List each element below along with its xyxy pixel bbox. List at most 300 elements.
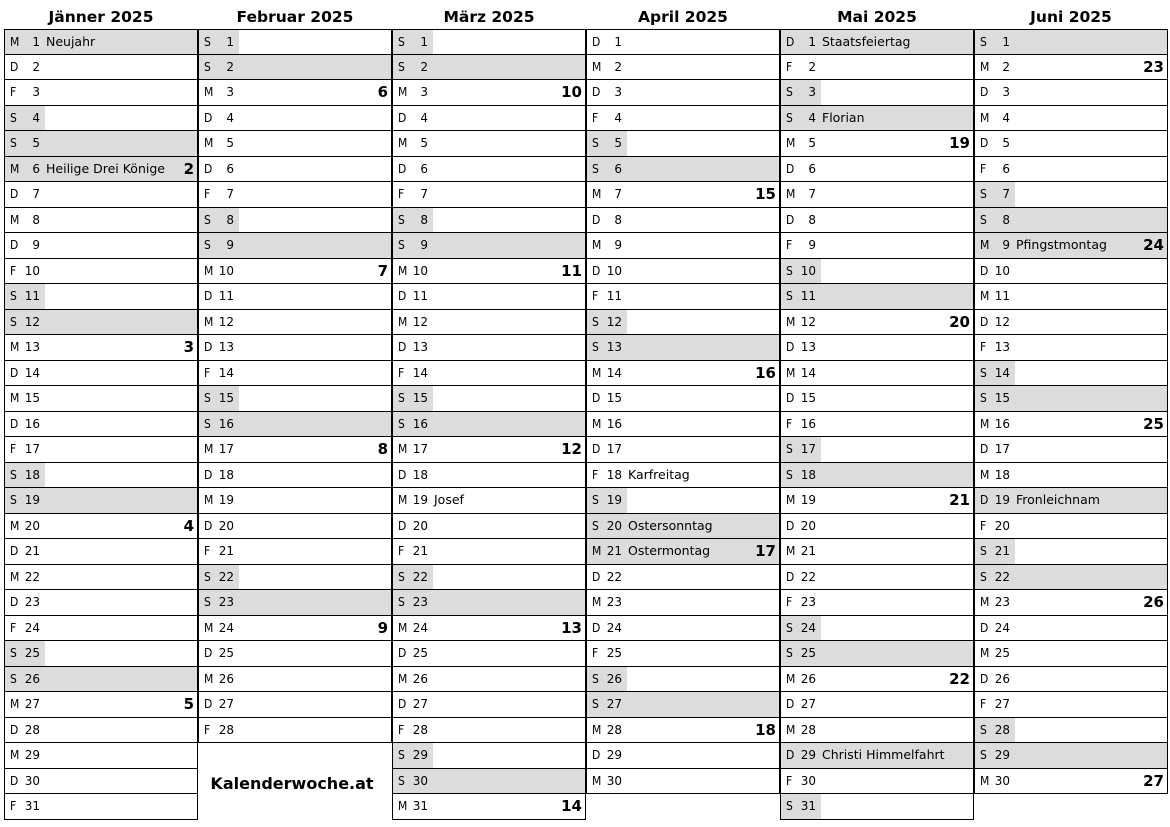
day-row <box>198 233 392 259</box>
day-row <box>974 157 1168 183</box>
day-row <box>780 284 974 310</box>
day-row <box>586 55 780 81</box>
day-row <box>780 310 974 336</box>
weekday-letter: D <box>980 671 989 686</box>
weekday-letter: S <box>786 442 793 456</box>
weekday-letter: D <box>10 187 19 201</box>
day-number: 26 <box>412 671 428 686</box>
day-number: 11 <box>606 289 622 303</box>
day-row <box>780 565 974 591</box>
day-number: 21 <box>606 544 622 558</box>
weekday-letter: F <box>592 467 599 482</box>
weekday-letter: M <box>398 85 408 99</box>
day-row <box>586 718 780 744</box>
day-number: 7 <box>808 187 816 201</box>
weekday-letter: D <box>592 85 601 99</box>
day-row <box>586 284 780 310</box>
day-row <box>586 616 780 642</box>
month-title: Jänner 2025 <box>48 8 154 26</box>
weekday-letter: D <box>592 620 601 635</box>
holiday-label: Christi Himmelfahrt <box>822 747 945 762</box>
weekday-letter: S <box>980 722 987 737</box>
day-number: 13 <box>412 340 428 354</box>
day-number: 19 <box>218 493 234 507</box>
weekday-letter: M <box>980 646 990 660</box>
day-number: 14 <box>218 365 234 380</box>
weekday-letter: D <box>398 161 407 176</box>
day-number: 25 <box>994 646 1010 660</box>
day-number: 29 <box>606 748 622 762</box>
day-number: 10 <box>994 263 1010 278</box>
weekday-letter: D <box>204 340 213 354</box>
weekday-letter: S <box>786 646 793 660</box>
holiday-label: Josef <box>434 492 464 507</box>
weekday-letter: F <box>204 544 211 558</box>
day-number: 30 <box>800 773 816 788</box>
day-row <box>974 641 1168 667</box>
day-row <box>392 208 586 234</box>
day-number: 8 <box>808 212 816 227</box>
day-row <box>4 488 198 514</box>
day-number: 2 <box>808 59 816 74</box>
day-number: 18 <box>218 467 234 482</box>
weekday-letter: M <box>592 416 602 431</box>
weekday-letter: M <box>592 59 602 74</box>
weekday-letter: M <box>10 35 20 49</box>
weekday-letter: D <box>786 748 795 762</box>
day-number: 6 <box>808 161 816 176</box>
day-number: 18 <box>24 467 40 482</box>
day-number: 27 <box>606 697 622 711</box>
weekday-letter: F <box>10 620 17 635</box>
day-row <box>198 259 392 285</box>
day-number: 6 <box>226 161 234 176</box>
day-row <box>974 208 1168 234</box>
day-list <box>586 29 780 794</box>
weekday-letter: M <box>398 263 408 278</box>
week-number: 3 <box>183 338 194 356</box>
weekday-letter: M <box>980 289 990 303</box>
weekday-letter: D <box>980 263 989 278</box>
day-number: 9 <box>808 238 816 252</box>
day-row <box>974 106 1168 132</box>
weekday-letter: D <box>592 35 601 49</box>
day-number: 25 <box>412 646 428 660</box>
day-number: 23 <box>800 595 816 609</box>
day-number: 4 <box>32 110 40 125</box>
day-row <box>586 386 780 412</box>
day-row <box>780 692 974 718</box>
weekday-letter: F <box>204 187 211 201</box>
month-title: März 2025 <box>443 8 535 26</box>
day-row <box>392 386 586 412</box>
day-number: 24 <box>800 620 816 635</box>
weekday-letter: M <box>10 212 20 227</box>
day-row <box>392 616 586 642</box>
weekday-letter: S <box>980 187 987 201</box>
day-row <box>4 769 198 795</box>
weekday-letter: S <box>398 773 405 788</box>
day-number: 14 <box>412 365 428 380</box>
day-number: 4 <box>614 110 622 125</box>
day-row <box>586 29 780 55</box>
day-row <box>4 80 198 106</box>
day-number: 15 <box>994 391 1010 405</box>
day-row <box>974 565 1168 591</box>
weekday-letter: S <box>980 544 987 558</box>
weekday-letter: D <box>204 289 213 303</box>
weekday-letter: F <box>592 646 599 660</box>
holiday-label: Ostermontag <box>628 543 711 558</box>
day-number: 1 <box>1002 35 1010 49</box>
weekday-letter: F <box>786 773 793 788</box>
weekday-letter: F <box>980 518 987 533</box>
weekday-letter: S <box>980 391 987 405</box>
day-number: 22 <box>994 569 1010 584</box>
day-row <box>974 55 1168 81</box>
weekday-letter: D <box>786 518 795 533</box>
day-number: 17 <box>24 442 40 456</box>
weekday-letter: M <box>10 697 20 711</box>
weekday-letter: S <box>10 671 17 686</box>
day-number: 11 <box>994 289 1010 303</box>
day-row <box>974 80 1168 106</box>
day-number: 28 <box>24 722 40 737</box>
day-row <box>780 616 974 642</box>
weekday-letter: D <box>10 544 19 558</box>
weekday-letter: F <box>398 187 405 201</box>
day-row <box>586 769 780 795</box>
day-number: 25 <box>606 646 622 660</box>
weekday-letter: M <box>592 722 602 737</box>
day-row <box>974 667 1168 693</box>
day-number: 11 <box>800 289 816 303</box>
weekday-letter: D <box>204 467 213 482</box>
weekday-letter: M <box>10 391 20 405</box>
day-row <box>4 590 198 616</box>
weekday-letter: S <box>10 314 17 329</box>
day-row <box>4 743 198 769</box>
day-number: 29 <box>994 748 1010 762</box>
weekday-letter: S <box>204 391 211 405</box>
weekday-letter: M <box>204 136 214 150</box>
day-row <box>198 157 392 183</box>
day-row <box>586 437 780 463</box>
day-row <box>586 412 780 438</box>
day-row <box>586 157 780 183</box>
day-row <box>974 284 1168 310</box>
day-row <box>586 182 780 208</box>
day-number: 8 <box>1002 212 1010 227</box>
day-number: 3 <box>614 85 622 99</box>
day-number: 24 <box>606 620 622 635</box>
day-list <box>4 29 198 820</box>
holiday-label: Florian <box>822 109 865 125</box>
day-number: 13 <box>994 340 1010 354</box>
day-row <box>198 412 392 438</box>
day-number: 21 <box>994 544 1010 558</box>
day-row <box>974 335 1168 361</box>
day-number: 15 <box>218 391 234 405</box>
day-number: 25 <box>218 646 234 660</box>
weekday-letter: M <box>10 569 20 584</box>
weekday-letter: D <box>592 748 601 762</box>
day-number: 27 <box>412 697 428 711</box>
weekday-letter: M <box>786 136 796 150</box>
week-number: 10 <box>561 83 582 101</box>
day-number: 15 <box>412 391 428 405</box>
day-row <box>392 718 586 744</box>
day-number: 27 <box>800 697 816 711</box>
day-number: 25 <box>800 646 816 660</box>
weekday-letter: S <box>10 646 17 660</box>
day-number: 20 <box>800 518 816 533</box>
weekday-letter: D <box>592 569 601 584</box>
day-row <box>392 743 586 769</box>
weekday-letter: S <box>204 416 211 431</box>
day-number: 10 <box>24 263 40 278</box>
week-number: 7 <box>377 261 388 280</box>
weekday-letter: M <box>398 314 408 329</box>
day-row <box>392 514 586 540</box>
day-row <box>4 616 198 642</box>
day-number: 13 <box>218 340 234 354</box>
day-row <box>392 412 586 438</box>
day-number: 28 <box>218 722 234 737</box>
day-number: 14 <box>24 365 40 380</box>
day-number: 19 <box>606 493 622 507</box>
weekday-letter: M <box>204 620 214 635</box>
day-row <box>4 55 198 81</box>
day-row <box>586 335 780 361</box>
day-row <box>4 386 198 412</box>
weekday-letter: D <box>786 212 795 227</box>
day-row <box>780 794 974 820</box>
weekday-letter: S <box>398 416 405 431</box>
day-row <box>4 667 198 693</box>
day-number: 1 <box>614 35 622 49</box>
day-row <box>586 361 780 387</box>
day-row <box>198 310 392 336</box>
weekday-letter: M <box>786 365 796 380</box>
day-number: 2 <box>420 59 428 74</box>
day-number: 22 <box>412 569 428 584</box>
day-number: 16 <box>412 416 428 431</box>
weekday-letter: M <box>398 442 408 456</box>
week-number: 13 <box>561 618 582 637</box>
day-number: 28 <box>412 722 428 737</box>
holiday-label: Pfingstmontag <box>1016 237 1107 252</box>
week-number: 26 <box>1143 593 1164 611</box>
day-row <box>974 233 1168 259</box>
month-title: Juni 2025 <box>1030 8 1112 26</box>
day-row <box>392 284 586 310</box>
day-number: 3 <box>1002 85 1010 99</box>
day-number: 2 <box>226 59 234 74</box>
weekday-letter: D <box>980 314 989 329</box>
weekday-letter: S <box>204 238 211 252</box>
weekday-letter: M <box>592 773 602 788</box>
day-number: 31 <box>24 799 40 813</box>
week-number: 2 <box>183 159 194 178</box>
weekday-letter: M <box>592 187 602 201</box>
weekday-letter: D <box>592 442 601 456</box>
weekday-letter: D <box>10 416 19 431</box>
day-row <box>780 157 974 183</box>
day-number: 10 <box>218 263 234 278</box>
day-row <box>4 565 198 591</box>
day-row <box>392 157 586 183</box>
day-number: 22 <box>800 569 816 584</box>
weekday-letter: F <box>10 85 17 99</box>
day-row <box>780 412 974 438</box>
day-number: 5 <box>1002 136 1010 150</box>
day-row <box>974 437 1168 463</box>
weekday-letter: D <box>786 35 795 49</box>
weekday-letter: S <box>398 59 405 74</box>
weekday-letter: S <box>398 35 405 49</box>
day-row <box>780 718 974 744</box>
day-number: 31 <box>800 799 816 813</box>
weekday-letter: S <box>204 212 211 227</box>
day-row <box>392 590 586 616</box>
weekday-letter: S <box>592 340 599 354</box>
day-number: 10 <box>800 263 816 278</box>
day-number: 10 <box>412 263 428 278</box>
weekday-letter: D <box>398 110 407 125</box>
weekday-letter: F <box>10 799 17 813</box>
day-row <box>198 565 392 591</box>
day-number: 19 <box>412 493 428 507</box>
week-number: 27 <box>1143 771 1164 790</box>
day-number: 5 <box>808 136 816 150</box>
day-row <box>780 769 974 795</box>
day-row <box>198 182 392 208</box>
day-number: 9 <box>32 238 40 252</box>
day-number: 15 <box>800 391 816 405</box>
day-number: 17 <box>994 442 1010 456</box>
day-number: 7 <box>226 187 234 201</box>
weekday-letter: S <box>592 314 599 329</box>
weekday-letter: M <box>980 416 990 431</box>
day-number: 2 <box>32 59 40 74</box>
day-number: 18 <box>800 467 816 482</box>
day-row <box>780 667 974 693</box>
day-number: 24 <box>218 620 234 635</box>
weekday-letter: S <box>204 35 211 49</box>
weekday-letter: D <box>786 340 795 354</box>
day-number: 22 <box>218 569 234 584</box>
day-row <box>780 131 974 157</box>
weekday-letter: S <box>786 289 793 303</box>
day-number: 23 <box>24 595 40 609</box>
weekday-letter: M <box>398 136 408 150</box>
weekday-letter: F <box>980 697 987 711</box>
day-number: 20 <box>606 518 622 533</box>
day-list <box>974 29 1168 794</box>
day-row <box>4 514 198 540</box>
day-number: 20 <box>218 518 234 533</box>
weekday-letter: S <box>204 59 211 74</box>
day-number: 8 <box>32 212 40 227</box>
day-row <box>586 514 780 540</box>
day-row <box>198 437 392 463</box>
day-row <box>392 361 586 387</box>
day-number: 4 <box>808 110 816 125</box>
day-row <box>392 769 586 795</box>
day-number: 7 <box>614 187 622 201</box>
day-number: 23 <box>994 595 1010 609</box>
weekday-letter: S <box>398 238 405 252</box>
day-row <box>392 463 586 489</box>
weekday-letter: M <box>204 442 214 456</box>
day-number: 28 <box>994 722 1010 737</box>
holiday-label: Ostersonntag <box>628 517 713 533</box>
day-number: 27 <box>218 697 234 711</box>
day-row <box>4 310 198 336</box>
day-number: 3 <box>808 85 816 99</box>
weekday-letter: M <box>10 161 20 176</box>
day-number: 28 <box>800 722 816 737</box>
weekday-letter: D <box>10 365 19 380</box>
week-number: 6 <box>377 83 388 101</box>
day-list <box>780 29 974 820</box>
day-row <box>586 590 780 616</box>
weekday-letter: S <box>398 212 405 227</box>
day-number: 6 <box>32 161 40 176</box>
weekday-letter: S <box>398 595 405 609</box>
weekday-letter: M <box>980 773 990 788</box>
day-row <box>4 335 198 361</box>
day-row <box>780 539 974 565</box>
weekday-letter: M <box>786 671 796 686</box>
weekday-letter: F <box>786 59 793 74</box>
day-number: 5 <box>226 136 234 150</box>
weekday-letter: S <box>980 748 987 762</box>
weekday-letter: M <box>204 263 214 278</box>
week-number: 20 <box>949 312 970 331</box>
week-number: 12 <box>561 440 582 458</box>
week-number: 8 <box>377 440 388 458</box>
day-row <box>4 106 198 132</box>
day-number: 2 <box>614 59 622 74</box>
day-row <box>586 463 780 489</box>
week-number: 9 <box>377 618 388 637</box>
week-number: 11 <box>561 261 582 280</box>
weekday-letter: S <box>10 493 17 507</box>
weekday-letter: F <box>980 161 987 176</box>
day-row <box>198 335 392 361</box>
day-row <box>4 718 198 744</box>
day-row <box>392 106 586 132</box>
weekday-letter: S <box>592 136 599 150</box>
day-row <box>4 259 198 285</box>
day-number: 4 <box>420 110 428 125</box>
weekday-letter: D <box>398 289 407 303</box>
weekday-letter: M <box>10 748 20 762</box>
day-row <box>780 335 974 361</box>
day-row <box>780 514 974 540</box>
day-number: 15 <box>606 391 622 405</box>
day-row <box>974 310 1168 336</box>
weekday-letter: F <box>398 544 405 558</box>
day-number: 16 <box>994 416 1010 431</box>
day-row <box>198 667 392 693</box>
day-row <box>198 692 392 718</box>
day-number: 5 <box>420 136 428 150</box>
month-title: Februar 2025 <box>236 8 354 26</box>
weekday-letter: S <box>398 391 405 405</box>
